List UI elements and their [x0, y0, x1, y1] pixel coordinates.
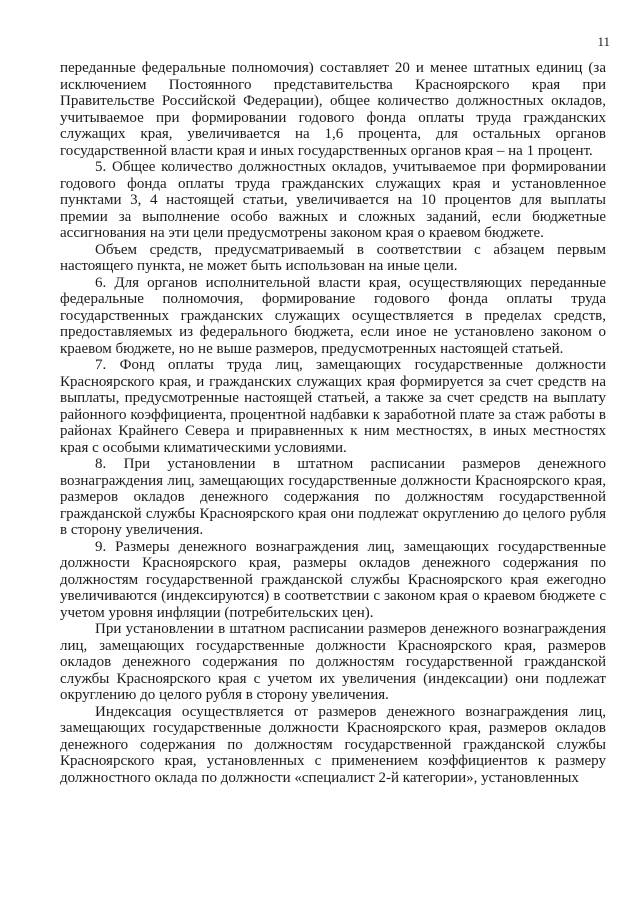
paragraph-item-7: 7. Фонд оплаты труда лиц, замещающих государственные должности Красноярского края, и гражданских служащих края формируется за счет средств на выплаты, предусмотренные настоящей статьей, а также за счет средств на выплату районного коэффициента, процентной надбавки к заработной плате за стаж работы в районах Крайнего Севера и приравненных к ним местностях, в иных местностях края с особыми климатическими условиями. — [60, 357, 606, 456]
paragraph-continuation: переданные федеральные полномочия) составляет 20 и менее штатных единиц (за исключением Постоянного представительства Красноярского края при Правительстве Российской Федерации), общее количество должностных окладов, учитываемое при формировании годового фонда оплаты труда гражданских служащих края, увеличивается на 1,6 процента, для остальных органов государственной власти края и иных государственных органов края – на 1 процент. — [60, 60, 606, 159]
paragraph-item-5: 5. Общее количество должностных окладов, учитываемое при формировании годового фонда оплаты труда гражданских служащих края и установленное пунктами 3, 4 настоящей статьи, увеличивается на 10 процентов для выплаты премии за выполнение особо важных и сложных заданий, если бюджетные ассигнования на эти цели предусмотрены законом края о краевом бюджете. — [60, 159, 606, 241]
paragraph-item-6: 6. Для органов исполнительной власти края, осуществляющих переданные федеральные полномочия, формирование годового фонда оплаты труда государственных гражданских служащих осуществляется в пределах средств, предоставляемых из федерального бюджета, если иное не установлено законом о краевом бюджете, но не выше размеров, предусмотренных настоящей статьей. — [60, 274, 606, 357]
paragraph-item-5-funds: Объем средств, предусматриваемый в соответствии с абзацем первым настоящего пункта, не может быть использован на иные цели. — [60, 241, 606, 274]
paragraph-item-9: 9. Размеры денежного вознаграждения лиц, замещающих государственные должности Красноярского края, размеры окладов денежного содержания по должностям государственной гражданской службы Красноярского края ежегодно увеличиваются (индексируются) в соответствии с законом края о краевом бюджете с учетом уровня инфляции (потребительских цен). — [60, 538, 606, 621]
page-number: 11 — [597, 34, 610, 49]
paragraph-item-9-indexation: Индексация осуществляется от размеров денежного вознаграждения лиц, замещающих государственные должности Красноярского края, размеров окладов денежного содержания по должностям государственной гражданской службы Красноярского края, установленных с применением коэффициентов к размеру должностного оклада по должности «специалист 2-й категории», установленных — [60, 703, 606, 786]
document-body — [60, 60, 606, 786]
paragraph-item-9-rounding: При установлении в штатном расписании размеров денежного вознаграждения лиц, замещающих государственные должности Красноярского края, размеров окладов денежного содержания по должностям государственной гражданской службы Красноярского края с учетом их увеличения (индексации) они подлежат округлению до целого рубля в сторону увеличения. — [60, 621, 606, 703]
paragraph-item-8: 8. При установлении в штатном расписании размеров денежного вознаграждения лиц, замещающих государственные должности Красноярского края, размеров окладов денежного содержания по должностям государственной гражданской службы Красноярского края они подлежат округлению до целого рубля в сторону увеличения. — [60, 456, 606, 538]
